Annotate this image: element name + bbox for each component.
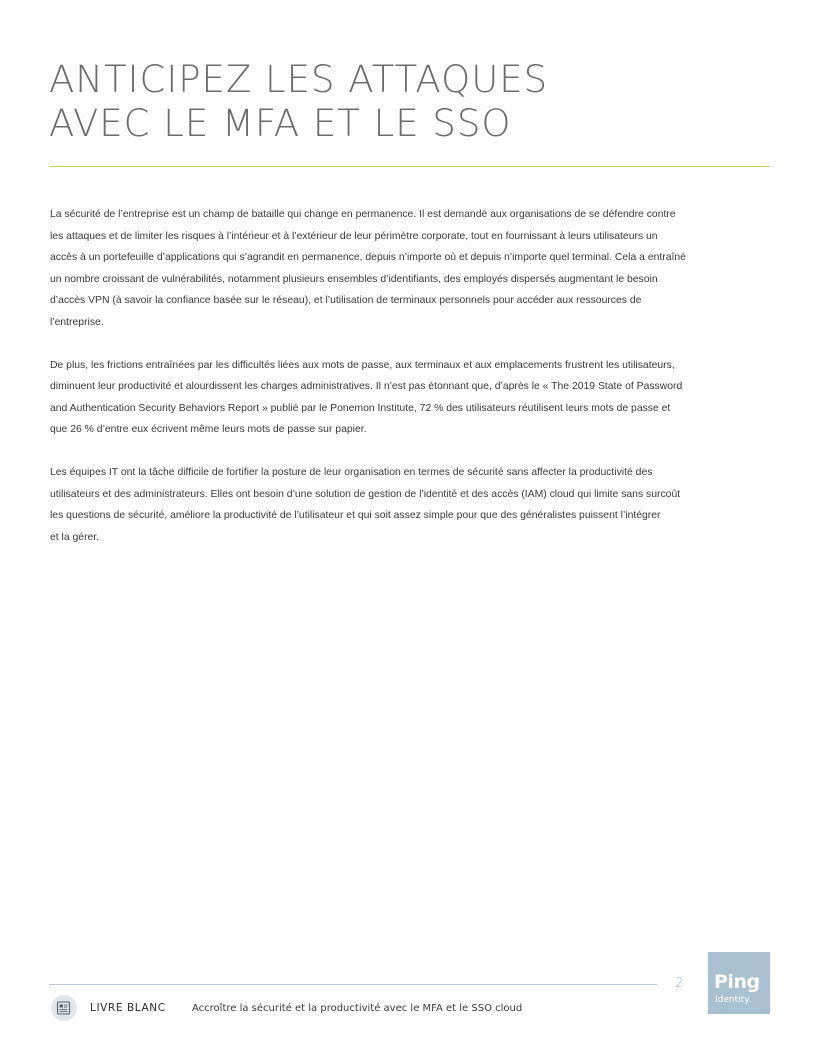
text-line: d’accès VPN (à savoir la confiance basée sur le réseau), et l’utilisation de terminaux personnels pour accéder aux ressources de (50, 295, 642, 307)
text-line: and Authentication Security Behaviors Report » publié par le Ponemon Institute, 72 % des utilisateurs réutilisent leurs mots de passe et (50, 402, 671, 414)
text-line: Les équipes IT ont la tâche difficile de fortifier la posture de leur organisation en termes de sécurité sans affecter la productivité des (50, 466, 653, 478)
logo-sub: Identity. (715, 995, 752, 1005)
ping-identity-logo (708, 952, 770, 1014)
page-title-line-1: ANTICIPEZ LES ATTAQUES (49, 58, 549, 101)
footer-subtitle: Accroître la sécurité et la productivité avec le MFA et le SSO cloud (192, 1003, 523, 1014)
text-line: l’entreprise. (50, 316, 104, 328)
page-number: 2 (675, 976, 684, 991)
text-line: accès à un portefeuille d’applications qui s’agrandit en permanence, depuis n’importe où et depuis n’importe quel terminal. Cela a entraîné (50, 252, 686, 264)
footer-divider (49, 984, 657, 985)
text-line: que 26 % d’entre eux écrivent même leurs mots de passe sur papier. (50, 424, 367, 436)
title-divider (49, 166, 770, 167)
body-text (50, 204, 730, 569)
footer-label: LIVRE BLANC (90, 1002, 166, 1014)
text-line: De plus, les frictions entraînées par les difficultés liées aux mots de passe, aux terminaux et aux emplacements frustrent les utilisateurs, (50, 359, 675, 371)
text-line: utilisateurs et des administrateurs. Elles ont besoin d’une solution de gestion de l’identité et des accès (IAM) cloud qui limite sans surcoût (50, 488, 681, 500)
text-line: diminuent leur productivité et alourdissent les charges administratives. Il n’est pas étonnant que, d’après le « The 2019 State of Password (50, 381, 683, 393)
text-line: et la gérer. (50, 531, 100, 543)
paragraph-1 (50, 204, 730, 334)
text-line: les questions de sécurité, améliore la productivité de l’utilisateur et qui soit assez simple pour que des généralistes puissent l’intégrer (50, 510, 661, 522)
paragraph-3 (50, 462, 730, 548)
paragraph-2 (50, 355, 730, 441)
text-line: les attaques et de limiter les risques à l’intérieur et à l’extérieur de leur périmètre corporate, tout en fournissant à leurs utilisateurs un (50, 230, 658, 242)
page-title (49, 58, 749, 146)
document-icon (51, 995, 77, 1021)
logo-brand: Ping (714, 971, 760, 993)
text-line: un nombre croissant de vulnérabilités, notamment plusieurs ensembles d’identifiants, des employés dispersés augmentant le besoin (50, 273, 658, 285)
text-line: La sécurité de l’entreprise est un champ de bataille qui change en permanence. Il est demandé aux organisations de se défendre contre (50, 209, 676, 220)
page-title-line-2: AVEC LE MFA ET LE SSO (49, 102, 512, 145)
